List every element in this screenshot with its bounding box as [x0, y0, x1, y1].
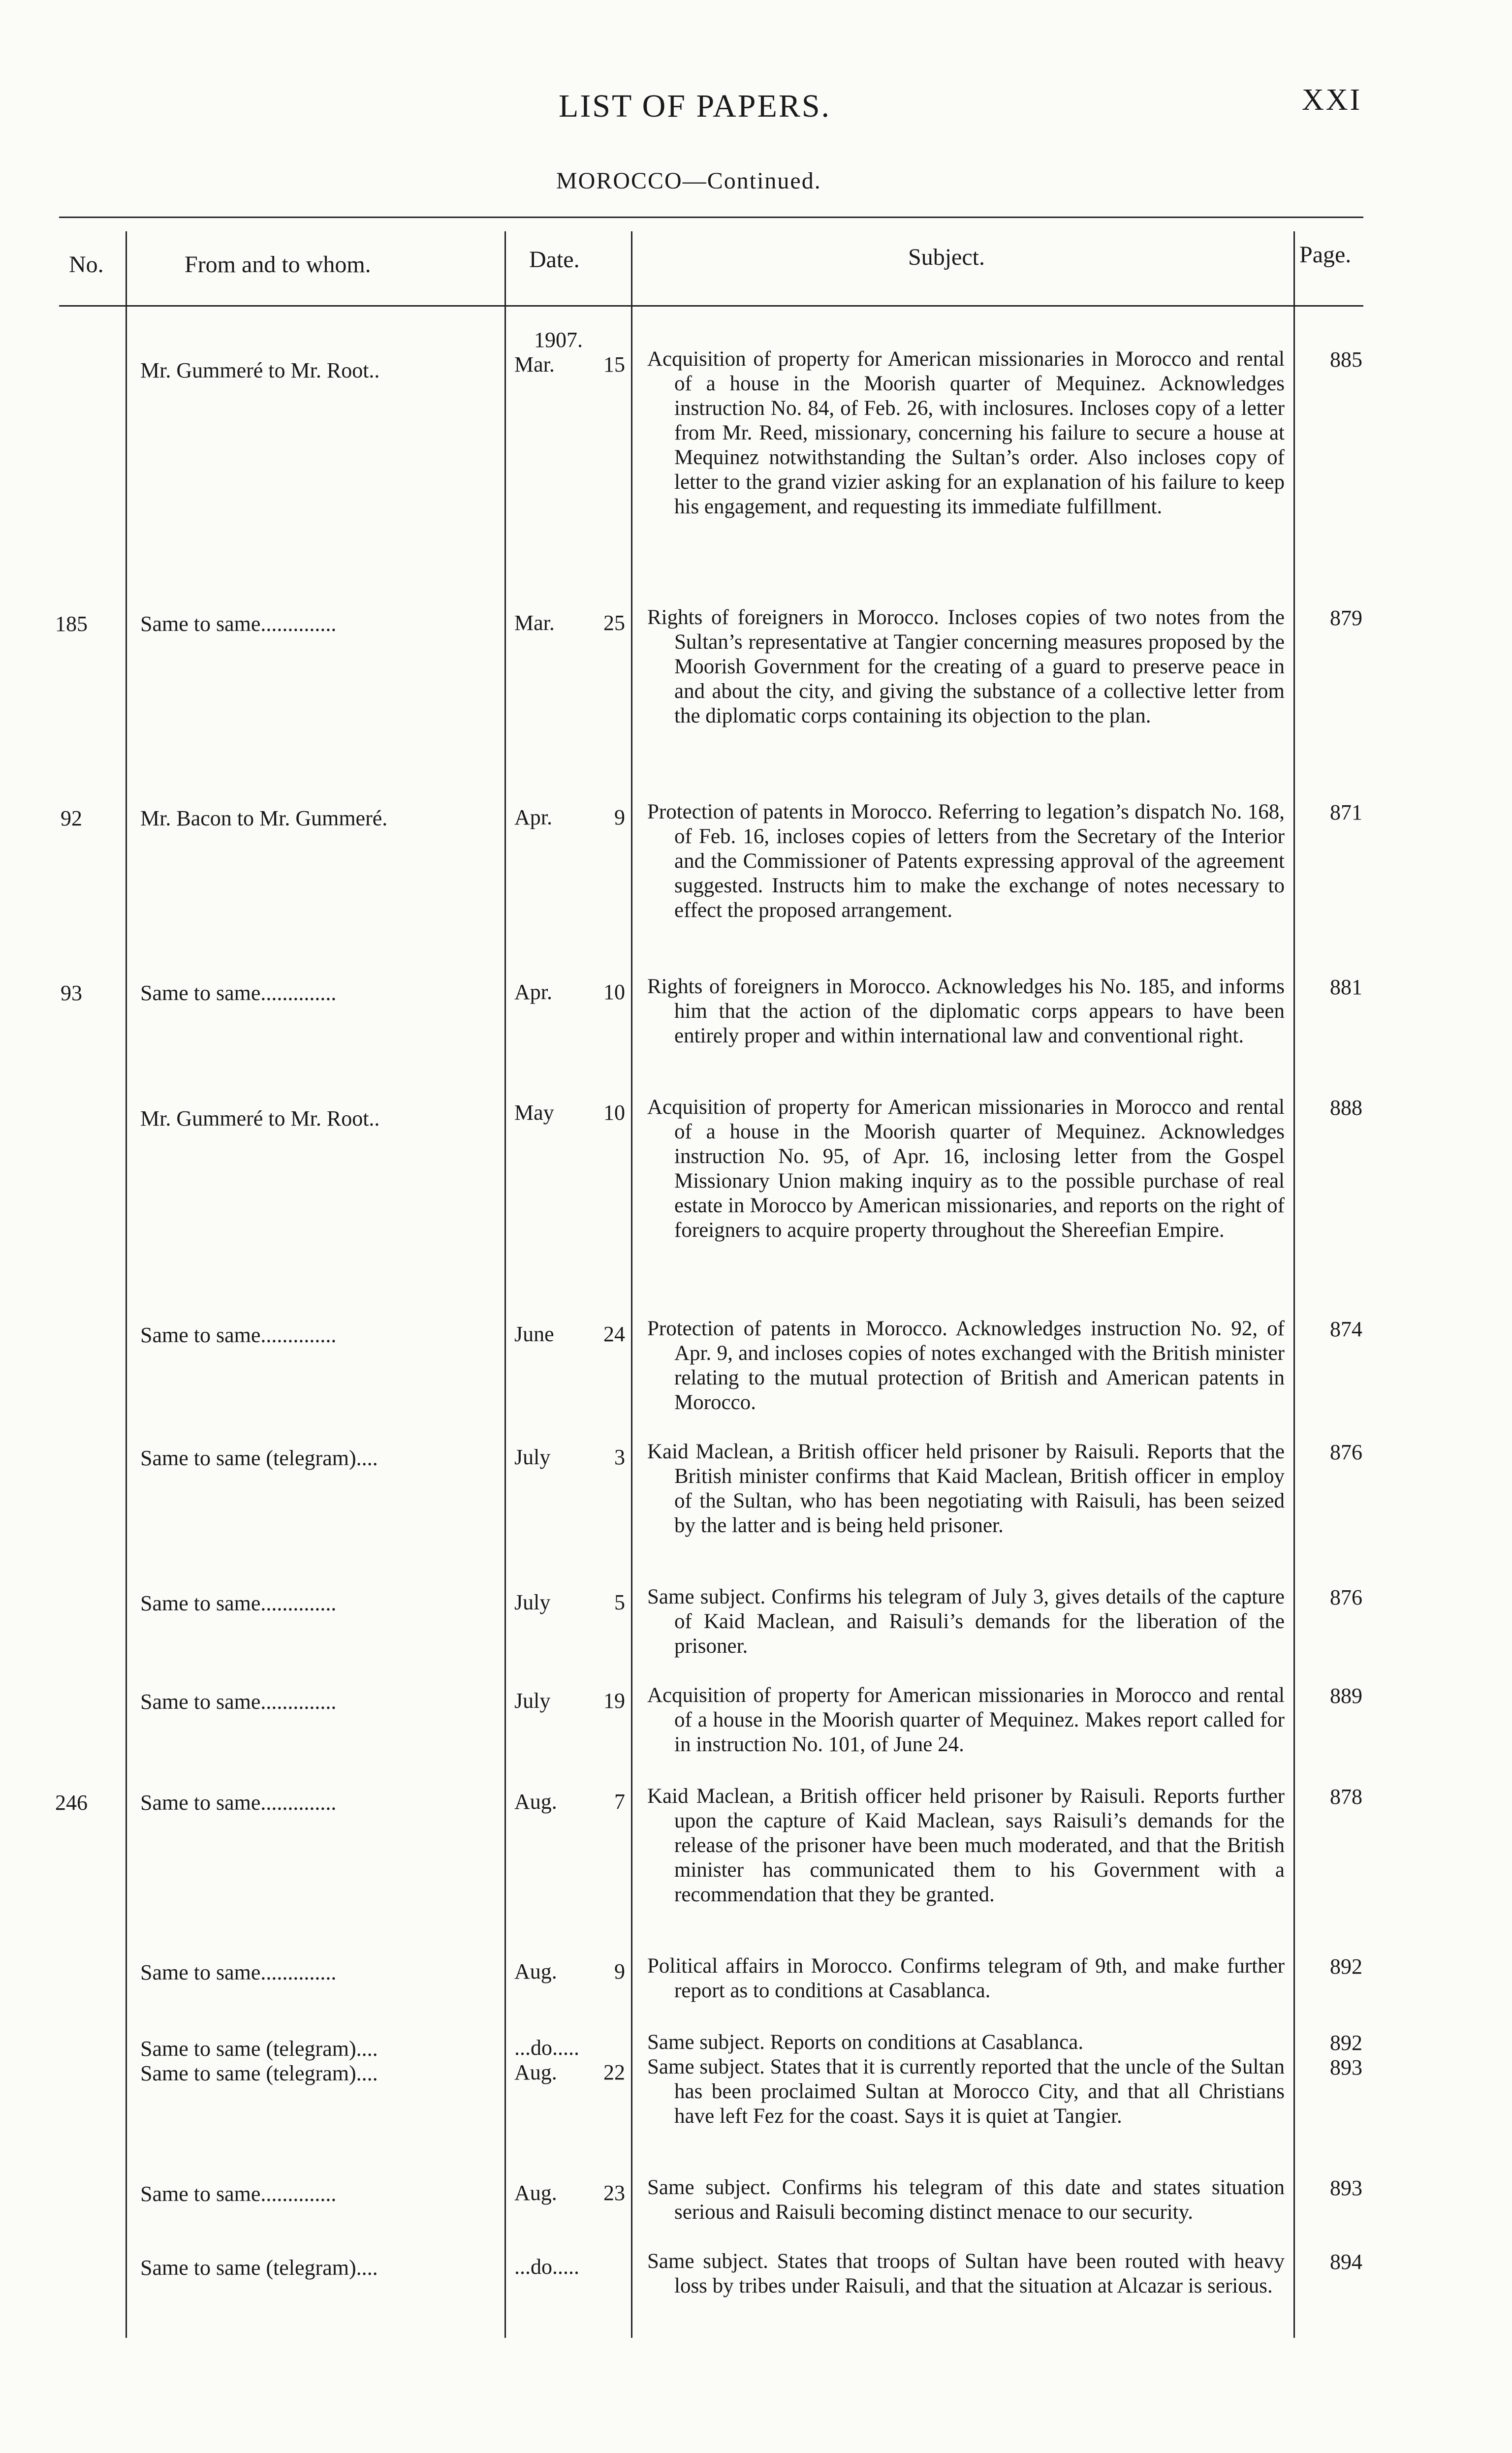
section-title: MOROCCO—Continued.	[556, 168, 821, 194]
table-top-rule	[59, 217, 1363, 218]
row-date-month: July	[514, 1689, 551, 1713]
row-date-day: 9	[614, 1959, 625, 1983]
column-divider-3	[631, 231, 632, 2338]
row-from-to: Same to same..............	[140, 1690, 337, 1714]
row-subject-text: Protection of patents in Morocco. Referring to legation’s dispatch No. 168, of Feb. 16, incloses copies of letters from the Secretary of the Interior and the Commissioner of Patents expressing approval of the agreement suggested. Instructs him to make the exchange of notes necessary to effect the proposed arrangement.	[647, 800, 1285, 922]
row-from-to: Mr. Gummeré to Mr. Root..	[140, 358, 380, 382]
row-page: 894	[1330, 2250, 1362, 2274]
row-from-to: Same to same..............	[140, 1960, 337, 1984]
row-date-month: ...do.....	[514, 2255, 579, 2279]
row-number: 246	[55, 1791, 88, 1815]
row-subject	[647, 1440, 1285, 1538]
row-from-to: Same to same..............	[140, 1791, 337, 1815]
row-subject	[647, 2055, 1285, 2129]
column-header-from: From and to whom.	[185, 252, 371, 278]
column-header-date: Date.	[529, 247, 580, 273]
table-header-rule	[59, 305, 1363, 307]
row-from-to: Mr. Bacon to Mr. Gummeré.	[140, 806, 388, 830]
row-from-to: Mr. Gummeré to Mr. Root..	[140, 1106, 380, 1131]
column-divider-2	[504, 231, 506, 2338]
row-subject-text: Acquisition of property for American missionaries in Morocco and rental of a house in the Moorish quarter of Mequinez. Acknowledges instruction No. 84, of Feb. 26, with inclosures. Incloses copy of a letter from Mr. Reed, missionary, concerning his failure to secure a house at Mequinez notwithstanding the Sultan’s order. Also incloses copy of letter to the grand vizier asking for an explanation of his failure to keep his engagement, and requesting its immediate fulfillment.	[647, 347, 1285, 518]
row-date-month: Aug.	[514, 2181, 557, 2205]
row-date-day: 9	[614, 805, 625, 829]
column-header-no: No.	[69, 252, 104, 278]
row-from-to: Same to same (telegram)....	[140, 1446, 378, 1470]
row-page: 876	[1330, 1585, 1362, 1609]
row-subject	[647, 2030, 1285, 2055]
row-date-month: Mar.	[514, 611, 555, 635]
row-date-month: ...do.....	[514, 2036, 579, 2060]
row-subject-text: Same subject. States that it is currently reported that the uncle of the Sultan has been proclaimed Sultan at Morocco City, and that all Christians have left Fez for the coast. Says it is quiet at Tangier.	[647, 2055, 1285, 2128]
row-from-to: Same to same..............	[140, 2182, 337, 2206]
row-date-month: Aug.	[514, 1790, 557, 1814]
row-subject-text: Protection of patents in Morocco. Acknowledges instruction No. 92, of Apr. 9, and incloses copies of notes exchanged with the British minister relating to the mutual protection of British and American patents in Morocco.	[647, 1317, 1285, 1414]
row-from-to: Same to same (telegram)....	[140, 2037, 378, 2061]
row-subject-text: Kaid Maclean, a British officer held prisoner by Raisuli. Reports that the British minister confirms that Kaid Maclean, British officer in employ of the Sultan, who has been negotiating with Raisuli, has been seized by the latter and is being held prisoner.	[647, 1440, 1285, 1537]
row-subject-text: Political affairs in Morocco. Confirms telegram of 9th, and make further report as to conditions at Casablanca.	[647, 1954, 1285, 2002]
row-subject-text: Same subject. Confirms his telegram of July 3, gives details of the capture of Kaid Maclean, and Raisuli’s demands for the liberation of the prisoner.	[647, 1585, 1285, 1658]
row-page: 871	[1330, 800, 1362, 824]
row-date-day: 3	[614, 1445, 625, 1469]
row-number: 93	[61, 981, 82, 1005]
row-date-month: Apr.	[514, 980, 552, 1004]
row-date-month: July	[514, 1590, 551, 1614]
row-from-to: Same to same..............	[140, 1591, 337, 1615]
row-subject	[647, 1683, 1285, 1757]
row-date-day: 22	[603, 2060, 625, 2084]
page-number: XXI	[1302, 83, 1362, 117]
row-page: 892	[1330, 1954, 1362, 1979]
row-subject	[647, 2175, 1285, 2225]
row-subject	[647, 1585, 1285, 1659]
row-subject-text: Rights of foreigners in Morocco. Acknowledges his No. 185, and informs him that the action of the diplomatic corps appears to have been entirely proper and within international law and conventional right.	[647, 975, 1285, 1047]
column-header-subject: Subject.	[908, 244, 985, 270]
row-date-day: 15	[603, 352, 625, 377]
row-from-to: Same to same..............	[140, 981, 337, 1005]
row-subject-text: Acquisition of property for American missionaries in Morocco and rental of a house in the Moorish quarter of Mequinez. Acknowledges instruction No. 95, of Apr. 16, inclosing letter from the Gospel Missionary Union making inquiry as to the possible purchase of real estate in Morocco by American missionaries, and reports on the right of foreigners to acquire property throughout the Shereefian Empire.	[647, 1096, 1285, 1242]
row-page: 893	[1330, 2055, 1362, 2079]
row-page: 888	[1330, 1096, 1362, 1120]
row-subject	[647, 1954, 1285, 2003]
row-from-to: Same to same (telegram)....	[140, 2061, 378, 2085]
row-date-day: 24	[603, 1322, 625, 1346]
column-header-page: Page.	[1299, 242, 1352, 268]
row-date-month: May	[514, 1101, 554, 1125]
row-page: 874	[1330, 1317, 1362, 1341]
row-subject	[647, 2249, 1285, 2298]
row-number: 185	[55, 612, 88, 636]
column-divider-1	[126, 231, 127, 2338]
row-from-to: Same to same (telegram)....	[140, 2256, 378, 2280]
row-date-day: 10	[603, 1101, 625, 1125]
row-page: 889	[1330, 1684, 1362, 1708]
row-page: 892	[1330, 2031, 1362, 2055]
row-date-day: 7	[614, 1790, 625, 1814]
column-divider-4	[1293, 231, 1295, 2338]
row-page: 885	[1330, 347, 1362, 372]
row-number: 92	[61, 806, 82, 830]
row-subject	[647, 800, 1285, 923]
row-date-month: Aug.	[514, 2060, 557, 2084]
row-from-to: Same to same..............	[140, 1323, 337, 1347]
row-date-month: Mar.	[514, 352, 555, 377]
row-subject-text: Same subject. Confirms his telegram of this date and states situation serious and Raisuli becoming distinct menace to our security.	[647, 2176, 1285, 2224]
row-page: 893	[1330, 2176, 1362, 2200]
row-date-day: 10	[603, 980, 625, 1004]
row-date-day: 19	[603, 1689, 625, 1713]
row-date-day: 5	[614, 1590, 625, 1614]
row-subject	[647, 347, 1285, 519]
row-date-month: June	[514, 1322, 554, 1346]
row-subject-text: Acquisition of property for American missionaries in Morocco and rental of a house in the Moorish quarter of Mequinez. Makes report called for in instruction No. 101, of June 24.	[647, 1684, 1285, 1756]
row-subject	[647, 1317, 1285, 1415]
row-subject	[647, 605, 1285, 728]
row-page: 878	[1330, 1785, 1362, 1809]
row-page: 876	[1330, 1440, 1362, 1464]
row-date-day: 25	[603, 611, 625, 635]
row-subject	[647, 1095, 1285, 1243]
row-page: 879	[1330, 606, 1362, 630]
row-from-to: Same to same..............	[140, 612, 337, 636]
year-label: 1907.	[534, 328, 583, 352]
row-subject-text: Same subject. States that troops of Sultan have been routed with heavy loss by tribes under Raisuli, and that the situation at Alcazar is serious.	[647, 2250, 1285, 2297]
row-date-month: July	[514, 1445, 551, 1469]
row-date-month: Aug.	[514, 1959, 557, 1983]
page-title: LIST OF PAPERS.	[559, 88, 831, 124]
row-subject	[647, 1784, 1285, 1907]
row-date-day: 23	[603, 2181, 625, 2205]
row-subject-text: Same subject. Reports on conditions at Casablanca.	[647, 2031, 1084, 2054]
row-page: 881	[1330, 975, 1362, 999]
row-date-month: Apr.	[514, 805, 552, 829]
row-subject-text: Kaid Maclean, a British officer held prisoner by Raisuli. Reports further upon the capture of Kaid Maclean, says Raisuli’s demands for the release of the prisoner have been much moderated, and that the British minister has communicated them to his Government with a recommendation that they be granted.	[647, 1785, 1285, 1906]
row-subject-text: Rights of foreigners in Morocco. Incloses copies of two notes from the Sultan’s representative at Tangier concerning measures proposed by the Moorish Government for the creating of a guard to preserve peace in and about the city, and giving the substance of a collective letter from the diplomatic corps containing its objection to the plan.	[647, 606, 1285, 727]
row-subject	[647, 975, 1285, 1048]
